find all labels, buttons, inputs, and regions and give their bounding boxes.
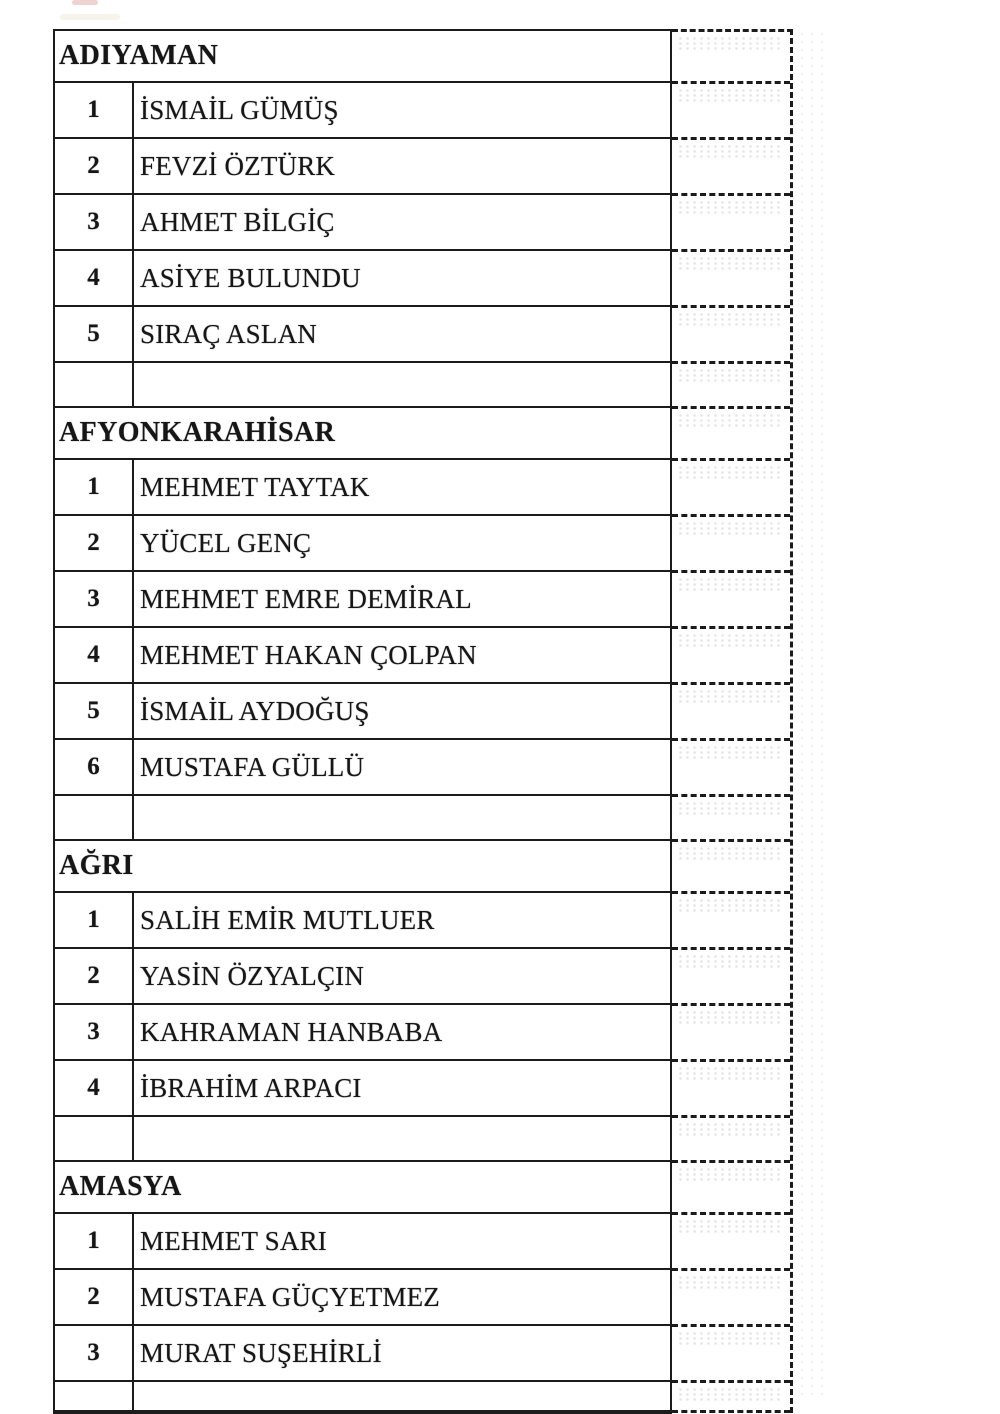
dashed-cell bbox=[672, 196, 790, 252]
scan-artifact-smudge bbox=[72, 0, 98, 5]
candidate-name: MEHMET SARI bbox=[140, 1225, 327, 1256]
candidate-number: 2 bbox=[55, 516, 134, 570]
dashed-cell bbox=[672, 84, 790, 140]
separator-row bbox=[55, 1117, 670, 1162]
dashed-cell bbox=[672, 517, 790, 573]
candidate-number: 5 bbox=[55, 684, 134, 738]
dashed-cell bbox=[672, 364, 790, 409]
partial-row bbox=[55, 1382, 670, 1412]
candidate-number: 3 bbox=[55, 572, 134, 626]
candidate-number: 3 bbox=[55, 1326, 134, 1380]
candidate-number: 2 bbox=[55, 139, 134, 193]
candidate-number: 1 bbox=[55, 1214, 134, 1268]
dashed-cell bbox=[672, 842, 790, 894]
candidate-name: MUSTAFA GÜÇYETMEZ bbox=[140, 1281, 441, 1312]
candidate-row bbox=[55, 572, 670, 628]
candidate-name: KAHRAMAN HANBABA bbox=[140, 1016, 443, 1047]
candidate-row bbox=[55, 628, 670, 684]
dashed-cell bbox=[672, 140, 790, 196]
dashed-cell bbox=[672, 741, 790, 797]
candidate-row bbox=[55, 139, 670, 195]
candidate-row bbox=[55, 307, 670, 363]
dashed-cell bbox=[672, 797, 790, 842]
province-header-row: AMASYA bbox=[55, 1162, 670, 1214]
candidate-name: MEHMET HAKAN ÇOLPAN bbox=[140, 639, 477, 670]
candidate-number: 4 bbox=[55, 628, 134, 682]
dashed-cell bbox=[672, 1271, 790, 1327]
candidate-name: MEHMET EMRE DEMİRAL bbox=[140, 583, 472, 614]
candidate-number: 1 bbox=[55, 83, 134, 137]
candidate-number: 4 bbox=[55, 251, 134, 305]
empty-number-cell bbox=[55, 796, 134, 839]
candidate-number: 3 bbox=[55, 1005, 134, 1059]
candidate-row bbox=[55, 949, 670, 1005]
dashed-cell bbox=[672, 409, 790, 461]
dashed-cell bbox=[672, 1215, 790, 1271]
dashed-cell bbox=[672, 1327, 790, 1383]
dashed-cell bbox=[672, 1062, 790, 1118]
candidate-row bbox=[55, 740, 670, 796]
candidate-number: 2 bbox=[55, 1270, 134, 1324]
candidate-name: SIRAÇ ASLAN bbox=[140, 318, 317, 349]
candidate-number: 1 bbox=[55, 460, 134, 514]
candidate-number: 1 bbox=[55, 893, 134, 947]
dashed-cell bbox=[672, 461, 790, 517]
empty-name-cell bbox=[134, 1117, 670, 1160]
candidate-name: FEVZİ ÖZTÜRK bbox=[140, 150, 336, 181]
scan-noise-strip bbox=[797, 30, 823, 1395]
candidate-row bbox=[55, 516, 670, 572]
candidate-row bbox=[55, 1214, 670, 1270]
candidate-row bbox=[55, 195, 670, 251]
empty-number-cell bbox=[55, 363, 134, 406]
candidate-row bbox=[55, 460, 670, 516]
candidate-row bbox=[55, 1270, 670, 1326]
candidate-name: MUSTAFA GÜLLÜ bbox=[140, 751, 365, 782]
candidate-row bbox=[55, 1326, 670, 1382]
candidate-name: ASİYE BULUNDU bbox=[140, 262, 361, 293]
empty-name-cell bbox=[134, 1382, 670, 1410]
candidate-number: 3 bbox=[55, 195, 134, 249]
candidate-number: 5 bbox=[55, 307, 134, 361]
candidate-name: SALİH EMİR MUTLUER bbox=[140, 904, 435, 935]
candidate-name: YASİN ÖZYALÇIN bbox=[140, 960, 365, 991]
province-header-row: AĞRI bbox=[55, 841, 670, 893]
candidate-row bbox=[55, 83, 670, 139]
separator-row bbox=[55, 363, 670, 408]
dashed-cell bbox=[672, 308, 790, 364]
candidate-name: AHMET BİLGİÇ bbox=[140, 206, 335, 237]
dashed-cell bbox=[672, 950, 790, 1006]
candidate-row bbox=[55, 251, 670, 307]
candidate-name: İSMAİL GÜMÜŞ bbox=[140, 94, 339, 125]
candidate-name: MEHMET TAYTAK bbox=[140, 471, 370, 502]
separator-row bbox=[55, 796, 670, 841]
candidate-name: İBRAHİM ARPACI bbox=[140, 1072, 362, 1103]
candidate-table bbox=[53, 29, 672, 1414]
candidate-name: YÜCEL GENÇ bbox=[140, 527, 312, 558]
candidate-number: 6 bbox=[55, 740, 134, 794]
candidate-number: 2 bbox=[55, 949, 134, 1003]
dashed-cell bbox=[672, 629, 790, 685]
scan-artifact-smudge bbox=[60, 14, 120, 20]
candidate-number: 4 bbox=[55, 1061, 134, 1115]
province-header-row: ADIYAMAN bbox=[55, 31, 670, 83]
candidate-row bbox=[55, 893, 670, 949]
dashed-cell bbox=[672, 573, 790, 629]
empty-number-cell bbox=[55, 1117, 134, 1160]
province-header-row: AFYONKARAHİSAR bbox=[55, 408, 670, 460]
empty-number-cell bbox=[55, 1382, 134, 1410]
dashed-cell bbox=[672, 894, 790, 950]
candidate-name: MURAT SUŞEHİRLİ bbox=[140, 1337, 382, 1368]
empty-name-cell bbox=[134, 796, 670, 839]
candidate-row bbox=[55, 684, 670, 740]
empty-name-cell bbox=[134, 363, 670, 406]
dashed-cell bbox=[672, 1118, 790, 1163]
dashed-cell bbox=[672, 1383, 790, 1413]
candidate-row bbox=[55, 1061, 670, 1117]
dashed-cell bbox=[672, 1163, 790, 1215]
dashed-cell bbox=[672, 685, 790, 741]
candidate-row bbox=[55, 1005, 670, 1061]
dashed-column bbox=[672, 29, 793, 1413]
candidate-name: İSMAİL AYDOĞUŞ bbox=[140, 695, 370, 726]
dashed-cell bbox=[672, 1006, 790, 1062]
dashed-cell bbox=[672, 252, 790, 308]
dashed-cell bbox=[672, 32, 790, 84]
